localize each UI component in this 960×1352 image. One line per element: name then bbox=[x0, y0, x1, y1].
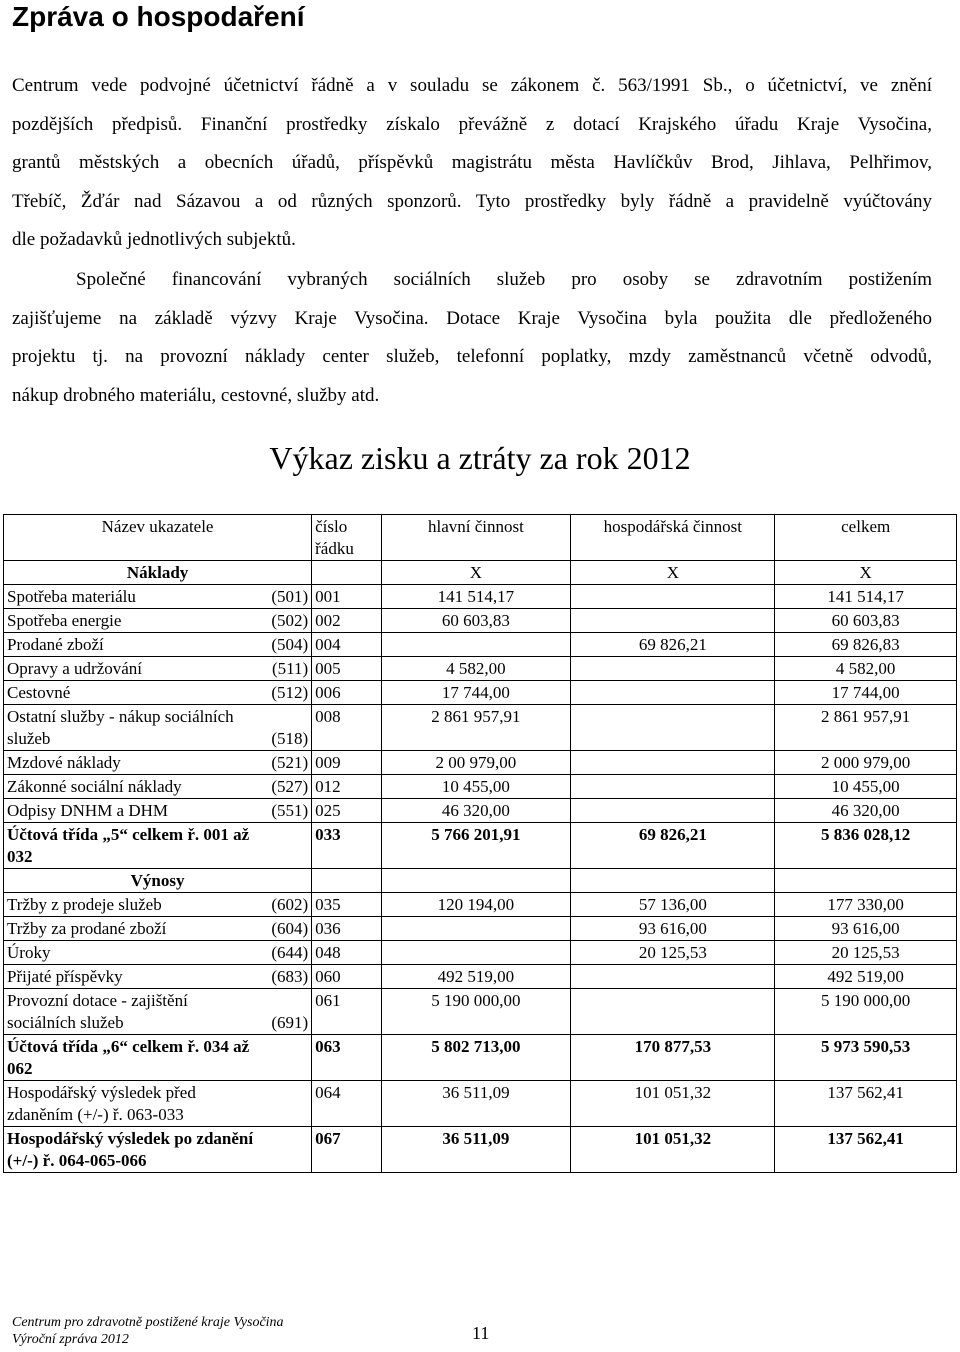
cell-row-number: 033 bbox=[312, 823, 381, 869]
cell-economic-activity: 69 826,21 bbox=[571, 823, 775, 869]
cell-row-number bbox=[312, 869, 381, 893]
table-row bbox=[4, 965, 957, 989]
account-code: (504) bbox=[271, 635, 309, 654]
cell-economic-activity: 101 051,32 bbox=[571, 1127, 775, 1173]
cell-economic-activity bbox=[571, 609, 775, 633]
indicator-line bbox=[7, 918, 308, 940]
cell-indicator-name bbox=[4, 989, 312, 1035]
cell-main-activity: 5 190 000,00 bbox=[381, 989, 571, 1035]
cell-economic-activity: 57 136,00 bbox=[571, 893, 775, 917]
account-code: (683) bbox=[271, 967, 309, 986]
cell-main-activity: 36 511,09 bbox=[381, 1081, 571, 1127]
cell-total: 492 519,00 bbox=[775, 965, 957, 989]
report-title: Výkaz zisku a ztráty za rok 2012 bbox=[269, 440, 691, 476]
cell-row-number bbox=[312, 561, 381, 585]
table-row bbox=[4, 1035, 957, 1081]
cell-economic-activity bbox=[571, 681, 775, 705]
cell-economic-activity bbox=[571, 775, 775, 799]
indicator-label: Úroky bbox=[7, 943, 51, 962]
indicator-label: Cestovné bbox=[7, 683, 71, 702]
cell-indicator-name bbox=[4, 775, 312, 799]
indicator-line bbox=[7, 990, 308, 1012]
cell-total: 46 320,00 bbox=[775, 799, 957, 823]
indicator-label: Odpisy DNHM a DHM bbox=[7, 801, 169, 820]
table-row bbox=[4, 633, 957, 657]
table-row bbox=[4, 941, 957, 965]
table-row bbox=[4, 705, 957, 751]
cell-indicator-name bbox=[4, 609, 312, 633]
cell-row-number: 035 bbox=[312, 893, 381, 917]
header-main-activity: hlavní činnost bbox=[381, 515, 571, 561]
funding-paragraph bbox=[12, 261, 932, 415]
cell-main-activity: 5 766 201,91 bbox=[381, 823, 571, 869]
cell-main-activity: X bbox=[381, 561, 571, 585]
cell-total: 141 514,17 bbox=[775, 585, 957, 609]
account-code: (551) bbox=[271, 801, 309, 820]
cell-main-activity bbox=[381, 917, 571, 941]
cell-total: 177 330,00 bbox=[775, 893, 957, 917]
table-row bbox=[4, 893, 957, 917]
cell-total: 93 616,00 bbox=[775, 917, 957, 941]
cell-indicator-name bbox=[4, 585, 312, 609]
paragraph-line: pozdějších předpisů. Finanční prostředky získalo převážně z dotací Krajského úřadu Kraje Vysočina, bbox=[12, 113, 932, 135]
table-header-row bbox=[4, 515, 957, 561]
table-row bbox=[4, 989, 957, 1035]
cell-total: 5 836 028,12 bbox=[775, 823, 957, 869]
account-code: (602) bbox=[271, 895, 309, 914]
account-code: (518) bbox=[271, 729, 309, 748]
indicator-line bbox=[7, 634, 308, 656]
cell-main-activity: 17 744,00 bbox=[381, 681, 571, 705]
cell-indicator-name bbox=[4, 681, 312, 705]
indicator-label-continued: 032 bbox=[7, 847, 33, 866]
cell-main-activity: 36 511,09 bbox=[381, 1127, 571, 1173]
indicator-line bbox=[7, 586, 308, 608]
indicator-label: Zákonné sociální náklady bbox=[7, 777, 182, 796]
paragraph-line: Společné financování vybraných sociálních služeb pro osoby se zdravotním postižením bbox=[76, 269, 932, 290]
table-row bbox=[4, 775, 957, 799]
indicator-line bbox=[7, 1058, 308, 1080]
indicator-label-continued: (+/-) ř. 064-065-066 bbox=[7, 1151, 147, 1170]
paragraph-line: zajišťujeme na základě výzvy Kraje Vysočina. Dotace Kraje Vysočina byla použita dle předloženého bbox=[12, 307, 932, 329]
footer-line-report: Výroční zpráva 2012 bbox=[12, 1332, 129, 1347]
table-row bbox=[4, 1127, 957, 1173]
cell-main-activity: 60 603,83 bbox=[381, 609, 571, 633]
cell-indicator-name bbox=[4, 657, 312, 681]
cell-row-number: 063 bbox=[312, 1035, 381, 1081]
cell-row-number: 004 bbox=[312, 633, 381, 657]
cell-indicator-name bbox=[4, 1035, 312, 1081]
cell-indicator-name bbox=[4, 1081, 312, 1127]
indicator-line bbox=[7, 966, 308, 988]
cell-indicator-name bbox=[4, 893, 312, 917]
indicator-label: Mzdové náklady bbox=[7, 753, 121, 772]
cell-main-activity bbox=[381, 941, 571, 965]
account-code: (502) bbox=[271, 611, 309, 630]
account-code: (521) bbox=[271, 753, 309, 772]
cell-total: 137 562,41 bbox=[775, 1127, 957, 1173]
indicator-label: Ostatní služby - nákup sociálních bbox=[7, 707, 234, 726]
paragraph-line: Centrum vede podvojné účetnictví řádně a v souladu se zákonem č. 563/1991 Sb., o účetnictví, ve znění bbox=[12, 75, 932, 96]
cell-row-number: 006 bbox=[312, 681, 381, 705]
indicator-label: Prodané zboží bbox=[7, 635, 104, 654]
cell-total: 69 826,83 bbox=[775, 633, 957, 657]
cell-economic-activity bbox=[571, 585, 775, 609]
indicator-label-continued: 062 bbox=[7, 1059, 33, 1078]
cell-row-number: 061 bbox=[312, 989, 381, 1035]
cell-economic-activity bbox=[571, 989, 775, 1035]
cell-indicator-name bbox=[4, 799, 312, 823]
cell-indicator-name bbox=[4, 633, 312, 657]
indicator-line bbox=[7, 1082, 308, 1104]
cell-total bbox=[775, 869, 957, 893]
cell-total: 2 000 979,00 bbox=[775, 751, 957, 775]
cell-total: 2 861 957,91 bbox=[775, 705, 957, 751]
table-section-row bbox=[4, 869, 957, 893]
cell-row-number: 048 bbox=[312, 941, 381, 965]
cell-row-number: 025 bbox=[312, 799, 381, 823]
indicator-line bbox=[7, 894, 308, 916]
table-row bbox=[4, 823, 957, 869]
indicator-label: Opravy a udržování bbox=[7, 659, 143, 678]
table-row bbox=[4, 917, 957, 941]
indicator-label: Hospodářský výsledek po zdanění bbox=[7, 1129, 254, 1148]
table-row bbox=[4, 681, 957, 705]
footer-line-organization: Centrum pro zdravotně postižené kraje Vysočina bbox=[12, 1315, 284, 1330]
cell-economic-activity bbox=[571, 799, 775, 823]
cell-row-number: 001 bbox=[312, 585, 381, 609]
indicator-label-continued: zdaněním (+/-) ř. 063-033 bbox=[7, 1105, 184, 1124]
cell-economic-activity: 20 125,53 bbox=[571, 941, 775, 965]
cell-indicator-name bbox=[4, 823, 312, 869]
header-row-number: číslo řádku bbox=[312, 515, 381, 561]
cell-indicator-name bbox=[4, 1127, 312, 1173]
indicator-line bbox=[7, 824, 308, 846]
indicator-label-continued: sociálních služeb bbox=[7, 1013, 124, 1032]
cell-total: 4 582,00 bbox=[775, 657, 957, 681]
cell-main-activity: 492 519,00 bbox=[381, 965, 571, 989]
cell-economic-activity: 101 051,32 bbox=[571, 1081, 775, 1127]
cell-economic-activity: 93 616,00 bbox=[571, 917, 775, 941]
account-code: (512) bbox=[271, 683, 309, 702]
indicator-label: Tržby za prodané zboží bbox=[7, 919, 167, 938]
account-code: (691) bbox=[271, 1013, 309, 1032]
indicator-line bbox=[7, 682, 308, 704]
indicator-label: Spotřeba energie bbox=[7, 611, 122, 630]
indicator-label: Přijaté příspěvky bbox=[7, 967, 123, 986]
account-code: (604) bbox=[271, 919, 309, 938]
cell-main-activity: 10 455,00 bbox=[381, 775, 571, 799]
table-row bbox=[4, 657, 957, 681]
cell-main-activity: 5 802 713,00 bbox=[381, 1035, 571, 1081]
indicator-line bbox=[7, 658, 308, 680]
cell-main-activity: 4 582,00 bbox=[381, 657, 571, 681]
page-title: Zpráva o hospodaření bbox=[12, 1, 305, 32]
cell-indicator-name bbox=[4, 751, 312, 775]
indicator-line bbox=[7, 776, 308, 798]
indicator-line bbox=[7, 1128, 308, 1150]
account-code: (511) bbox=[271, 659, 309, 678]
indicator-line bbox=[7, 610, 308, 632]
cell-economic-activity bbox=[571, 751, 775, 775]
footer-organization bbox=[12, 1314, 284, 1348]
header-total: celkem bbox=[775, 515, 957, 561]
table-section-row bbox=[4, 561, 957, 585]
cell-economic-activity bbox=[571, 705, 775, 751]
indicator-label: Hospodářský výsledek před bbox=[7, 1083, 196, 1102]
indicator-line bbox=[7, 1104, 308, 1126]
indicator-line bbox=[7, 942, 308, 964]
indicator-label: Účtová třída „6“ celkem ř. 034 až bbox=[7, 1037, 250, 1056]
cell-row-number: 002 bbox=[312, 609, 381, 633]
cell-economic-activity bbox=[571, 965, 775, 989]
cell-row-number: 012 bbox=[312, 775, 381, 799]
cell-indicator-name bbox=[4, 705, 312, 751]
cell-economic-activity: X bbox=[571, 561, 775, 585]
table-row bbox=[4, 1081, 957, 1127]
indicator-label: Spotřeba materiálu bbox=[7, 587, 136, 606]
indicator-label-continued: služeb bbox=[7, 729, 51, 748]
indicator-label: Provozní dotace - zajištění bbox=[7, 991, 188, 1010]
cell-row-number: 005 bbox=[312, 657, 381, 681]
intro-paragraph bbox=[12, 67, 932, 260]
paragraph-line: nákup drobného materiálu, cestovné, služby atd. bbox=[12, 384, 380, 406]
header-economic-activity: hospodářská činnost bbox=[571, 515, 775, 561]
account-code: (644) bbox=[271, 943, 309, 962]
cell-indicator-name: Náklady bbox=[4, 561, 312, 585]
cell-row-number: 009 bbox=[312, 751, 381, 775]
indicator-line bbox=[7, 846, 308, 868]
cell-main-activity bbox=[381, 633, 571, 657]
cell-main-activity: 141 514,17 bbox=[381, 585, 571, 609]
cell-economic-activity bbox=[571, 657, 775, 681]
cell-total: X bbox=[775, 561, 957, 585]
cell-row-number: 008 bbox=[312, 705, 381, 751]
cell-indicator-name bbox=[4, 965, 312, 989]
cell-total: 10 455,00 bbox=[775, 775, 957, 799]
cell-total: 20 125,53 bbox=[775, 941, 957, 965]
cell-economic-activity: 69 826,21 bbox=[571, 633, 775, 657]
cell-total: 5 973 590,53 bbox=[775, 1035, 957, 1081]
cell-economic-activity bbox=[571, 869, 775, 893]
cell-main-activity: 2 00 979,00 bbox=[381, 751, 571, 775]
table-row bbox=[4, 751, 957, 775]
cell-indicator-name: Výnosy bbox=[4, 869, 312, 893]
account-code: (501) bbox=[271, 587, 309, 606]
paragraph-line: projektu tj. na provozní náklady center služeb, telefonní poplatky, mzdy zaměstnanců včetně odvodů, bbox=[12, 346, 932, 367]
indicator-line bbox=[7, 1036, 308, 1058]
table-row bbox=[4, 609, 957, 633]
cell-total: 60 603,83 bbox=[775, 609, 957, 633]
paragraph-line: dle požadavků jednotlivých subjektů. bbox=[12, 229, 296, 250]
paragraph-line: grantů městských a obecních úřadů, příspěvků magistrátu města Havlíčkův Brod, Jihlava, Pelhřimov, bbox=[12, 152, 932, 173]
indicator-line bbox=[7, 706, 308, 728]
cell-row-number: 060 bbox=[312, 965, 381, 989]
profit-loss-table bbox=[3, 514, 957, 1173]
header-name: Název ukazatele bbox=[4, 515, 312, 561]
cell-indicator-name bbox=[4, 941, 312, 965]
cell-row-number: 036 bbox=[312, 917, 381, 941]
cell-main-activity: 120 194,00 bbox=[381, 893, 571, 917]
indicator-line bbox=[7, 800, 308, 822]
cell-indicator-name bbox=[4, 917, 312, 941]
paragraph-line: Třebíč, Žďár nad Sázavou a od různých sponzorů. Tyto prostředky byly řádně a pravidelně vyúčtovány bbox=[12, 190, 932, 212]
indicator-line bbox=[7, 752, 308, 774]
cell-total: 17 744,00 bbox=[775, 681, 957, 705]
cell-main-activity: 2 861 957,91 bbox=[381, 705, 571, 751]
table-row bbox=[4, 799, 957, 823]
cell-economic-activity: 170 877,53 bbox=[571, 1035, 775, 1081]
indicator-label: Tržby z prodeje služeb bbox=[7, 895, 162, 914]
cell-main-activity bbox=[381, 869, 571, 893]
cell-row-number: 067 bbox=[312, 1127, 381, 1173]
indicator-line bbox=[7, 728, 308, 750]
cell-main-activity: 46 320,00 bbox=[381, 799, 571, 823]
cell-total: 5 190 000,00 bbox=[775, 989, 957, 1035]
page-number: 11 bbox=[472, 1323, 490, 1343]
account-code: (527) bbox=[271, 777, 309, 796]
cell-row-number: 064 bbox=[312, 1081, 381, 1127]
indicator-line bbox=[7, 1012, 308, 1034]
indicator-label: Účtová třída „5“ celkem ř. 001 až bbox=[7, 825, 250, 844]
table-row bbox=[4, 585, 957, 609]
cell-total: 137 562,41 bbox=[775, 1081, 957, 1127]
indicator-line bbox=[7, 1150, 308, 1172]
